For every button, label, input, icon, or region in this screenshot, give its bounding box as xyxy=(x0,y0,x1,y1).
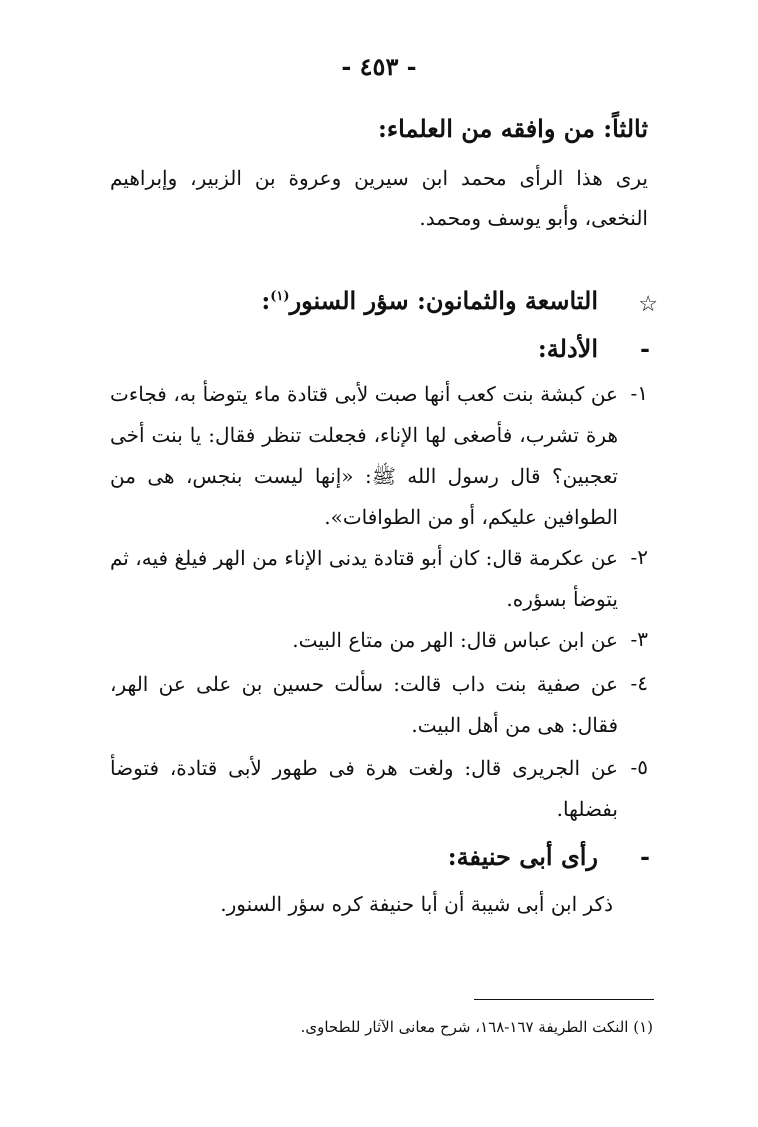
topic-title xyxy=(261,286,598,315)
footnote-text: (١) النكت الطريفة ١٦٧-١٦٨، شرح معانى الآثار للطحاوى. xyxy=(300,1018,653,1036)
footnote-reference[interactable]: (١) xyxy=(270,289,290,304)
item-number: ٤- xyxy=(630,671,648,695)
item-number: ٣- xyxy=(630,627,648,651)
abu-hanifa-paragraph: ذكر ابن أبى شيبة أن أبا حنيفة كره سؤر السنور. xyxy=(220,892,613,916)
evidence-item: عن الجريرى قال: ولغت هرة فى طهور لأبى قتادة، فتوضأ بفضلها. xyxy=(110,756,618,821)
item-number: ٥- xyxy=(630,755,648,779)
abu-hanifa-heading: رأى أبى حنيفة: xyxy=(447,842,598,871)
footnote-separator xyxy=(474,999,654,1000)
evidence-item: عن صفية بنت داب قالت: سألت حسين بن على عن الهر، فقال: هى من أهل البيت. xyxy=(110,672,618,737)
topic-title-colon: : xyxy=(261,286,271,315)
star-icon: ☆ xyxy=(638,292,658,317)
evidence-heading: الأدلة: xyxy=(537,334,598,363)
abu-hanifa-dash: - xyxy=(640,842,650,871)
topic-title-text: التاسعة والثمانون: سؤر السنور xyxy=(289,286,598,315)
item-number: ٢- xyxy=(630,545,648,569)
page-number: - ٤٥٣ - xyxy=(341,52,417,81)
section-heading-supporters: ثالثاً: من وافقه من العلماء: xyxy=(378,114,648,143)
evidence-item: عن عكرمة قال: كان أبو قتادة يدنى الإناء من الهر فيلغ فيه، ثم يتوضأ بسؤره. xyxy=(110,546,618,611)
evidence-dash: - xyxy=(640,334,650,363)
supporters-paragraph: يرى هذا الرأى محمد ابن سيرين وعروة بن الزبير، وإبراهيم النخعى، وأبو يوسف ومحمد. xyxy=(110,166,648,230)
evidence-item: عن ابن عباس قال: الهر من متاع البيت. xyxy=(292,628,618,652)
item-number: ١- xyxy=(630,381,648,405)
evidence-item: عن كبشة بنت كعب أنها صبت لأبى قتادة ماء يتوضأ به، فجاءت هرة تشرب، فأصغى لها الإناء، فجعلت تنظر فقال: يا بنت أخى تعجبين؟ قال رسول الله ﷺ: «إنها ليست بنجس، هى من الطوافين عليكم، أو من الطوافات». xyxy=(110,382,618,529)
